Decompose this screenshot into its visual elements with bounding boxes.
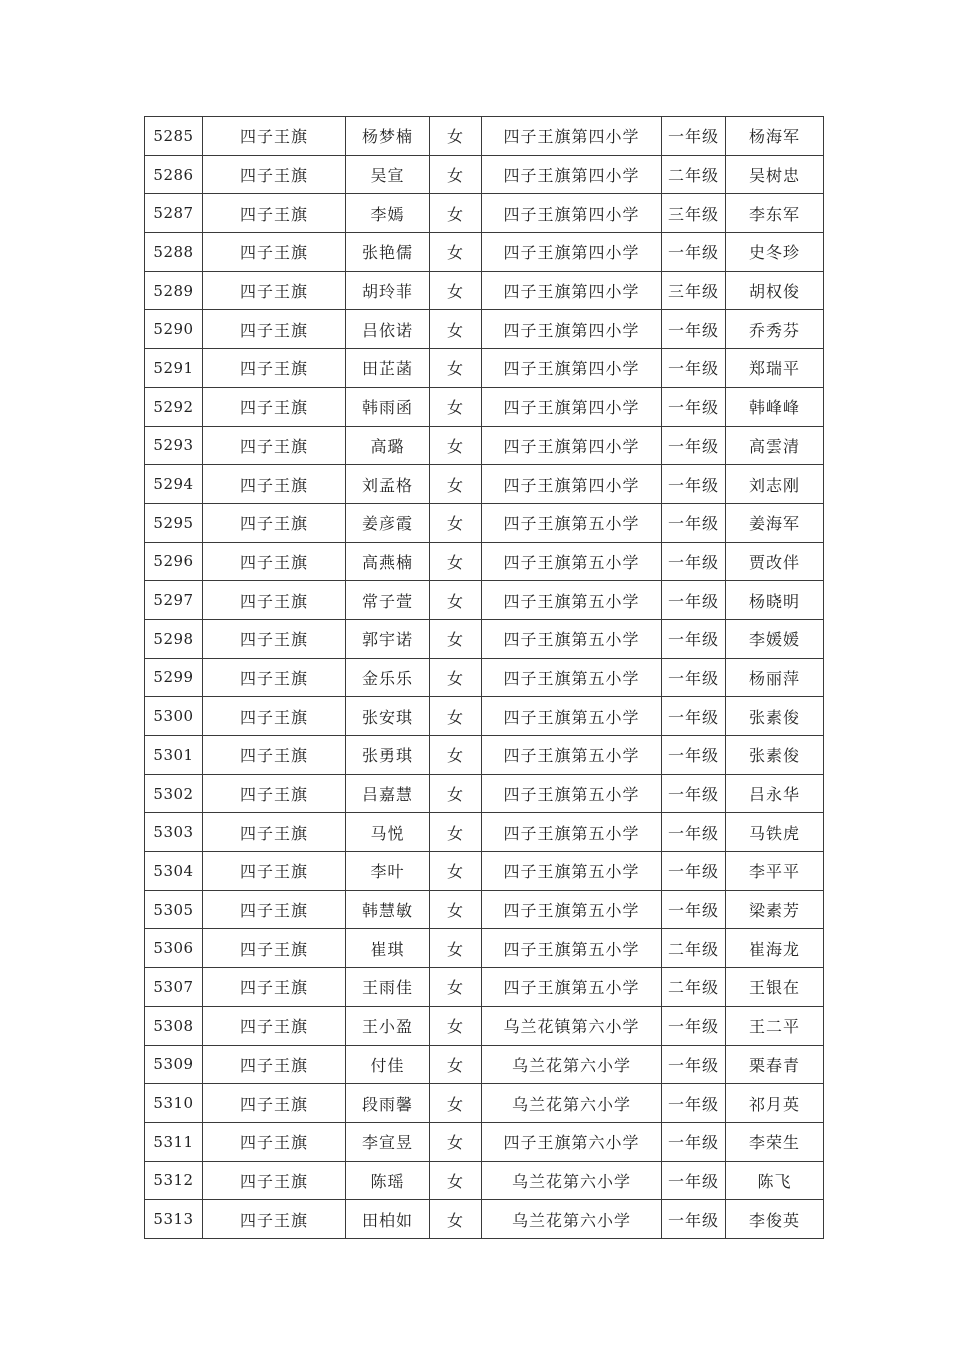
row-number-cell: 5286 <box>145 155 203 194</box>
region-cell: 四子王旗 <box>203 426 346 465</box>
grade-cell: 三年级 <box>662 194 726 233</box>
gender-cell: 女 <box>430 1045 482 1084</box>
school-cell: 乌兰花第六小学 <box>482 1084 662 1123</box>
row-number-cell: 5299 <box>145 658 203 697</box>
region-cell: 四子王旗 <box>203 929 346 968</box>
gender-cell: 女 <box>430 233 482 272</box>
row-number-cell: 5289 <box>145 271 203 310</box>
guardian-name-cell: 吴树忠 <box>726 155 824 194</box>
guardian-name-cell: 李东军 <box>726 194 824 233</box>
student-name-cell: 郭宇诺 <box>346 619 430 658</box>
school-cell: 四子王旗第五小学 <box>482 968 662 1007</box>
gender-cell: 女 <box>430 117 482 156</box>
grade-cell: 一年级 <box>662 465 726 504</box>
student-name-cell: 陈瑶 <box>346 1161 430 1200</box>
table-row <box>145 736 824 775</box>
guardian-name-cell: 李平平 <box>726 852 824 891</box>
row-number-cell: 5302 <box>145 774 203 813</box>
grade-cell: 一年级 <box>662 233 726 272</box>
student-name-cell: 刘孟格 <box>346 465 430 504</box>
region-cell: 四子王旗 <box>203 310 346 349</box>
table-row <box>145 968 824 1007</box>
school-cell: 四子王旗第四小学 <box>482 233 662 272</box>
row-number-cell: 5296 <box>145 542 203 581</box>
table-row <box>145 349 824 388</box>
gender-cell: 女 <box>430 1084 482 1123</box>
region-cell: 四子王旗 <box>203 349 346 388</box>
region-cell: 四子王旗 <box>203 465 346 504</box>
grade-cell: 一年级 <box>662 1161 726 1200</box>
row-number-cell: 5292 <box>145 387 203 426</box>
table-row <box>145 1161 824 1200</box>
guardian-name-cell: 杨晓明 <box>726 581 824 620</box>
row-number-cell: 5291 <box>145 349 203 388</box>
gender-cell: 女 <box>430 813 482 852</box>
region-cell: 四子王旗 <box>203 581 346 620</box>
school-cell: 四子王旗第五小学 <box>482 774 662 813</box>
region-cell: 四子王旗 <box>203 155 346 194</box>
row-number-cell: 5310 <box>145 1084 203 1123</box>
student-name-cell: 李叶 <box>346 852 430 891</box>
school-cell: 四子王旗第五小学 <box>482 890 662 929</box>
gender-cell: 女 <box>430 387 482 426</box>
student-name-cell: 马悦 <box>346 813 430 852</box>
gender-cell: 女 <box>430 581 482 620</box>
guardian-name-cell: 李媛媛 <box>726 619 824 658</box>
guardian-name-cell: 王银在 <box>726 968 824 1007</box>
gender-cell: 女 <box>430 697 482 736</box>
gender-cell: 女 <box>430 619 482 658</box>
school-cell: 四子王旗第五小学 <box>482 658 662 697</box>
gender-cell: 女 <box>430 1006 482 1045</box>
guardian-name-cell: 杨丽萍 <box>726 658 824 697</box>
guardian-name-cell: 王二平 <box>726 1006 824 1045</box>
guardian-name-cell: 郑瑞平 <box>726 349 824 388</box>
student-name-cell: 韩慧敏 <box>346 890 430 929</box>
row-number-cell: 5311 <box>145 1122 203 1161</box>
school-cell: 乌兰花第六小学 <box>482 1161 662 1200</box>
row-number-cell: 5294 <box>145 465 203 504</box>
student-name-cell: 田芷菡 <box>346 349 430 388</box>
student-name-cell: 李嫣 <box>346 194 430 233</box>
grade-cell: 一年级 <box>662 1122 726 1161</box>
guardian-name-cell: 梁素芳 <box>726 890 824 929</box>
student-name-cell: 田柏如 <box>346 1200 430 1239</box>
region-cell: 四子王旗 <box>203 1122 346 1161</box>
region-cell: 四子王旗 <box>203 271 346 310</box>
school-cell: 四子王旗第四小学 <box>482 387 662 426</box>
table-row <box>145 310 824 349</box>
guardian-name-cell: 吕永华 <box>726 774 824 813</box>
student-name-cell: 胡玲菲 <box>346 271 430 310</box>
table-row <box>145 929 824 968</box>
table-row <box>145 117 824 156</box>
table-row <box>145 619 824 658</box>
guardian-name-cell: 张素俊 <box>726 697 824 736</box>
table-row <box>145 1045 824 1084</box>
region-cell: 四子王旗 <box>203 1161 346 1200</box>
grade-cell: 二年级 <box>662 968 726 1007</box>
row-number-cell: 5305 <box>145 890 203 929</box>
grade-cell: 一年级 <box>662 1084 726 1123</box>
region-cell: 四子王旗 <box>203 890 346 929</box>
gender-cell: 女 <box>430 658 482 697</box>
row-number-cell: 5304 <box>145 852 203 891</box>
gender-cell: 女 <box>430 310 482 349</box>
grade-cell: 一年级 <box>662 542 726 581</box>
region-cell: 四子王旗 <box>203 852 346 891</box>
grade-cell: 一年级 <box>662 890 726 929</box>
gender-cell: 女 <box>430 465 482 504</box>
row-number-cell: 5287 <box>145 194 203 233</box>
grade-cell: 一年级 <box>662 813 726 852</box>
grade-cell: 二年级 <box>662 155 726 194</box>
row-number-cell: 5297 <box>145 581 203 620</box>
table-row <box>145 155 824 194</box>
guardian-name-cell: 胡权俊 <box>726 271 824 310</box>
grade-cell: 三年级 <box>662 271 726 310</box>
school-cell: 四子王旗第四小学 <box>482 426 662 465</box>
guardian-name-cell: 乔秀芬 <box>726 310 824 349</box>
region-cell: 四子王旗 <box>203 1006 346 1045</box>
roster-table-body <box>145 117 824 1239</box>
school-cell: 乌兰花第六小学 <box>482 1200 662 1239</box>
gender-cell: 女 <box>430 194 482 233</box>
gender-cell: 女 <box>430 1161 482 1200</box>
region-cell: 四子王旗 <box>203 542 346 581</box>
school-cell: 四子王旗第四小学 <box>482 155 662 194</box>
table-row <box>145 1200 824 1239</box>
table-row <box>145 503 824 542</box>
school-cell: 乌兰花镇第六小学 <box>482 1006 662 1045</box>
region-cell: 四子王旗 <box>203 194 346 233</box>
school-cell: 四子王旗第四小学 <box>482 465 662 504</box>
row-number-cell: 5312 <box>145 1161 203 1200</box>
row-number-cell: 5293 <box>145 426 203 465</box>
table-row <box>145 387 824 426</box>
row-number-cell: 5309 <box>145 1045 203 1084</box>
school-cell: 四子王旗第四小学 <box>482 310 662 349</box>
school-cell: 四子王旗第五小学 <box>482 503 662 542</box>
row-number-cell: 5308 <box>145 1006 203 1045</box>
table-row <box>145 1006 824 1045</box>
student-name-cell: 段雨馨 <box>346 1084 430 1123</box>
guardian-name-cell: 韩峰峰 <box>726 387 824 426</box>
school-cell: 四子王旗第五小学 <box>482 929 662 968</box>
gender-cell: 女 <box>430 852 482 891</box>
student-name-cell: 金乐乐 <box>346 658 430 697</box>
guardian-name-cell: 李荣生 <box>726 1122 824 1161</box>
school-cell: 四子王旗第五小学 <box>482 813 662 852</box>
grade-cell: 一年级 <box>662 426 726 465</box>
grade-cell: 一年级 <box>662 1200 726 1239</box>
grade-cell: 一年级 <box>662 774 726 813</box>
grade-cell: 一年级 <box>662 310 726 349</box>
row-number-cell: 5288 <box>145 233 203 272</box>
school-cell: 四子王旗第五小学 <box>482 619 662 658</box>
school-cell: 四子王旗第四小学 <box>482 194 662 233</box>
table-row <box>145 465 824 504</box>
row-number-cell: 5295 <box>145 503 203 542</box>
gender-cell: 女 <box>430 349 482 388</box>
gender-cell: 女 <box>430 155 482 194</box>
student-name-cell: 吕嘉慧 <box>346 774 430 813</box>
row-number-cell: 5303 <box>145 813 203 852</box>
gender-cell: 女 <box>430 774 482 813</box>
row-number-cell: 5306 <box>145 929 203 968</box>
school-cell: 四子王旗第六小学 <box>482 1122 662 1161</box>
gender-cell: 女 <box>430 271 482 310</box>
guardian-name-cell: 张素俊 <box>726 736 824 775</box>
grade-cell: 一年级 <box>662 503 726 542</box>
guardian-name-cell: 李俊英 <box>726 1200 824 1239</box>
student-name-cell: 张勇琪 <box>346 736 430 775</box>
guardian-name-cell: 史冬珍 <box>726 233 824 272</box>
school-cell: 四子王旗第五小学 <box>482 852 662 891</box>
region-cell: 四子王旗 <box>203 697 346 736</box>
region-cell: 四子王旗 <box>203 1200 346 1239</box>
grade-cell: 一年级 <box>662 658 726 697</box>
guardian-name-cell: 刘志刚 <box>726 465 824 504</box>
grade-cell: 一年级 <box>662 697 726 736</box>
roster-table <box>144 116 824 1239</box>
gender-cell: 女 <box>430 968 482 1007</box>
grade-cell: 一年级 <box>662 1045 726 1084</box>
guardian-name-cell: 栗春青 <box>726 1045 824 1084</box>
student-name-cell: 吴宣 <box>346 155 430 194</box>
student-name-cell: 韩雨函 <box>346 387 430 426</box>
gender-cell: 女 <box>430 426 482 465</box>
row-number-cell: 5301 <box>145 736 203 775</box>
guardian-name-cell: 陈飞 <box>726 1161 824 1200</box>
grade-cell: 一年级 <box>662 736 726 775</box>
table-row <box>145 890 824 929</box>
grade-cell: 一年级 <box>662 387 726 426</box>
gender-cell: 女 <box>430 929 482 968</box>
table-row <box>145 233 824 272</box>
region-cell: 四子王旗 <box>203 813 346 852</box>
guardian-name-cell: 杨海军 <box>726 117 824 156</box>
student-name-cell: 高璐 <box>346 426 430 465</box>
region-cell: 四子王旗 <box>203 619 346 658</box>
grade-cell: 一年级 <box>662 1006 726 1045</box>
gender-cell: 女 <box>430 736 482 775</box>
guardian-name-cell: 祁月英 <box>726 1084 824 1123</box>
school-cell: 四子王旗第四小学 <box>482 117 662 156</box>
table-row <box>145 581 824 620</box>
gender-cell: 女 <box>430 542 482 581</box>
grade-cell: 二年级 <box>662 929 726 968</box>
table-row <box>145 1084 824 1123</box>
school-cell: 四子王旗第五小学 <box>482 542 662 581</box>
school-cell: 四子王旗第四小学 <box>482 349 662 388</box>
grade-cell: 一年级 <box>662 581 726 620</box>
table-row <box>145 271 824 310</box>
student-name-cell: 高燕楠 <box>346 542 430 581</box>
region-cell: 四子王旗 <box>203 387 346 426</box>
row-number-cell: 5285 <box>145 117 203 156</box>
grade-cell: 一年级 <box>662 852 726 891</box>
document-page <box>144 116 823 1239</box>
row-number-cell: 5298 <box>145 619 203 658</box>
school-cell: 四子王旗第五小学 <box>482 736 662 775</box>
grade-cell: 一年级 <box>662 117 726 156</box>
row-number-cell: 5300 <box>145 697 203 736</box>
student-name-cell: 李宣昱 <box>346 1122 430 1161</box>
student-name-cell: 姜彦霞 <box>346 503 430 542</box>
student-name-cell: 张安琪 <box>346 697 430 736</box>
student-name-cell: 王小盈 <box>346 1006 430 1045</box>
guardian-name-cell: 崔海龙 <box>726 929 824 968</box>
region-cell: 四子王旗 <box>203 774 346 813</box>
student-name-cell: 崔琪 <box>346 929 430 968</box>
region-cell: 四子王旗 <box>203 1084 346 1123</box>
region-cell: 四子王旗 <box>203 1045 346 1084</box>
row-number-cell: 5290 <box>145 310 203 349</box>
school-cell: 四子王旗第五小学 <box>482 581 662 620</box>
gender-cell: 女 <box>430 503 482 542</box>
school-cell: 四子王旗第五小学 <box>482 697 662 736</box>
school-cell: 四子王旗第四小学 <box>482 271 662 310</box>
grade-cell: 一年级 <box>662 349 726 388</box>
table-row <box>145 697 824 736</box>
row-number-cell: 5313 <box>145 1200 203 1239</box>
gender-cell: 女 <box>430 1122 482 1161</box>
region-cell: 四子王旗 <box>203 658 346 697</box>
table-row <box>145 1122 824 1161</box>
region-cell: 四子王旗 <box>203 503 346 542</box>
table-row <box>145 426 824 465</box>
region-cell: 四子王旗 <box>203 233 346 272</box>
guardian-name-cell: 马铁虎 <box>726 813 824 852</box>
student-name-cell: 付佳 <box>346 1045 430 1084</box>
guardian-name-cell: 贾改伴 <box>726 542 824 581</box>
table-row <box>145 852 824 891</box>
table-row <box>145 542 824 581</box>
row-number-cell: 5307 <box>145 968 203 1007</box>
guardian-name-cell: 高雲清 <box>726 426 824 465</box>
student-name-cell: 王雨佳 <box>346 968 430 1007</box>
region-cell: 四子王旗 <box>203 736 346 775</box>
gender-cell: 女 <box>430 1200 482 1239</box>
school-cell: 乌兰花第六小学 <box>482 1045 662 1084</box>
student-name-cell: 张艳儒 <box>346 233 430 272</box>
table-row <box>145 774 824 813</box>
student-name-cell: 常子萱 <box>346 581 430 620</box>
student-name-cell: 吕依诺 <box>346 310 430 349</box>
region-cell: 四子王旗 <box>203 117 346 156</box>
table-row <box>145 194 824 233</box>
table-row <box>145 658 824 697</box>
gender-cell: 女 <box>430 890 482 929</box>
grade-cell: 一年级 <box>662 619 726 658</box>
table-row <box>145 813 824 852</box>
guardian-name-cell: 姜海军 <box>726 503 824 542</box>
region-cell: 四子王旗 <box>203 968 346 1007</box>
student-name-cell: 杨梦楠 <box>346 117 430 156</box>
